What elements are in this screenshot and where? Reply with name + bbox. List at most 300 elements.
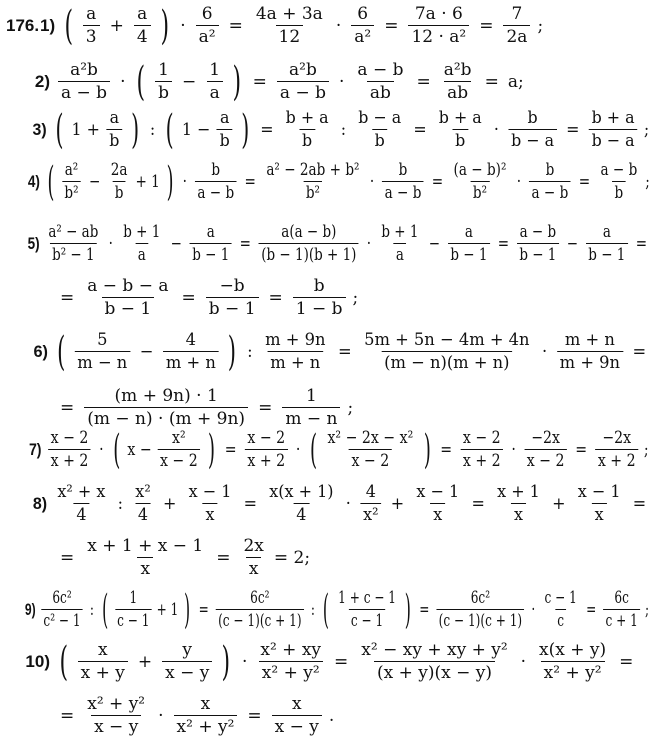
numerator: (m + 9n) · 1 (114, 386, 218, 406)
numerator: 4 (185, 330, 197, 350)
operator: + (137, 651, 153, 672)
fraction (575, 482, 623, 525)
operator: = (619, 651, 634, 672)
fraction (508, 108, 557, 151)
denominator: x + 2 (460, 449, 503, 471)
denominator: x (137, 557, 153, 579)
fraction (78, 640, 128, 683)
part-label: 10) (25, 651, 50, 671)
denominator: 1 − b (293, 297, 346, 319)
expression (56, 694, 335, 737)
denominator: c − 1 (115, 609, 152, 631)
operator: · (241, 651, 248, 672)
operator: : (89, 599, 94, 620)
denominator: c (555, 609, 566, 631)
operator: = (216, 547, 231, 568)
fraction (266, 482, 336, 525)
fraction (503, 4, 530, 47)
denominator: b² − 1 (50, 243, 97, 265)
parenthesis: ) (221, 638, 231, 685)
fraction (155, 60, 172, 103)
continuation-line (0, 694, 335, 737)
operator: = (60, 547, 75, 568)
fraction (196, 4, 219, 47)
numerator: x² − xy + xy + y² (361, 640, 508, 660)
numerator: x − 1 (416, 482, 460, 502)
parenthesis: ( (64, 2, 74, 49)
operator: = (258, 397, 273, 418)
denominator: ab (444, 81, 471, 103)
operator: = (440, 439, 453, 460)
numerator: x (97, 640, 108, 660)
fraction (259, 222, 359, 265)
operator: · (339, 71, 345, 92)
denominator: x − y (272, 715, 322, 737)
numerator: a − b (357, 60, 404, 80)
fraction (494, 482, 542, 525)
denominator: a − b (58, 81, 110, 103)
operator: = (471, 493, 485, 514)
fraction (217, 108, 233, 151)
numerator: 4a + 3a (255, 4, 323, 24)
numerator: 7 (511, 4, 523, 24)
expression (46, 428, 649, 471)
operator: : (340, 119, 347, 140)
fraction (121, 222, 163, 265)
numerator: 6c² (250, 588, 270, 608)
numerator: b (313, 276, 325, 296)
denominator: m + n (267, 351, 323, 373)
part-label: 5) (27, 233, 40, 253)
fraction (283, 108, 332, 151)
solution-line (0, 60, 525, 103)
operator: = (334, 651, 349, 672)
denominator: a² (196, 25, 219, 47)
denominator: b (299, 129, 315, 151)
fraction (264, 160, 362, 203)
numerator: a (206, 222, 215, 242)
fraction (55, 482, 109, 525)
term: . (328, 705, 335, 726)
denominator: (m − n)(m + n) (381, 351, 512, 373)
operator: − (139, 341, 154, 362)
parenthesis: ( (309, 426, 318, 473)
denominator: x + 2 (595, 449, 638, 471)
numerator: 1 (129, 588, 138, 608)
fraction (58, 60, 110, 103)
fraction (603, 588, 640, 631)
denominator: x² + y² (259, 661, 323, 683)
numerator: b + 1 (123, 222, 161, 242)
fraction (361, 330, 532, 373)
numerator: x² (172, 428, 186, 448)
operator: = (244, 171, 256, 192)
numerator: a − b (519, 222, 557, 242)
numerator: −2x (602, 428, 632, 448)
denominator: x − 2 (157, 449, 200, 471)
fraction (157, 428, 200, 471)
numerator: y (182, 640, 193, 660)
numerator: x + 1 + x − 1 (87, 536, 204, 556)
parenthesis: ) (166, 158, 174, 205)
term: ; (347, 397, 354, 418)
fraction (84, 386, 248, 429)
operator: · (531, 599, 536, 620)
numerator: 2a (110, 160, 128, 180)
fraction (206, 276, 259, 319)
numerator: 6 (201, 4, 213, 24)
numerator: a(a − b) (281, 222, 337, 242)
fraction (206, 60, 223, 103)
denominator: b² (471, 181, 490, 203)
numerator: 4 (365, 482, 376, 502)
fraction (336, 588, 398, 631)
numerator: a²b (70, 60, 98, 80)
term: ; (537, 15, 544, 36)
operator: · (369, 171, 375, 192)
fraction (74, 330, 130, 373)
operator: = (419, 599, 430, 620)
numerator: 7a · 6 (414, 4, 463, 24)
solution-line (0, 4, 544, 47)
part-label: 1) (40, 15, 56, 35)
expression (44, 222, 650, 265)
fraction (134, 4, 151, 47)
denominator: a − b (529, 181, 571, 203)
denominator: b (106, 129, 122, 151)
numerator: x(x + 1) (269, 482, 334, 502)
part-label: 2) (34, 71, 50, 91)
operator: = (224, 439, 237, 460)
operator: − (170, 233, 182, 254)
operator: = (243, 493, 258, 514)
expression (56, 276, 359, 319)
parenthesis: ( (57, 328, 66, 375)
parenthesis: ) (131, 106, 140, 153)
operator: = (181, 287, 196, 308)
denominator: a − b (382, 181, 424, 203)
denominator: x (430, 503, 445, 525)
denominator: x + y (78, 661, 128, 683)
fraction (436, 108, 485, 151)
denominator: b − 1 (102, 297, 155, 319)
fraction (48, 428, 91, 471)
operator: · (493, 119, 499, 140)
denominator: x² + y² (174, 715, 238, 737)
operator: = (247, 705, 262, 726)
parenthesis: ) (184, 586, 191, 633)
fraction (245, 428, 288, 471)
denominator: (c − 1)(c + 1) (216, 609, 304, 631)
operator: = (479, 15, 494, 36)
denominator: 3 (83, 25, 100, 47)
continuation-line (0, 276, 359, 319)
numerator: 5 (97, 330, 108, 350)
parenthesis: ( (59, 638, 69, 685)
numerator: b + a (285, 108, 329, 128)
operator: · (158, 705, 164, 726)
fraction (108, 160, 130, 203)
fraction (84, 694, 148, 737)
denominator: m − n (282, 407, 340, 429)
numerator: x − 1 (188, 482, 232, 502)
operator: = (337, 341, 352, 362)
operator: = (413, 119, 427, 140)
operator: = (384, 15, 399, 36)
numerator: c − 1 (544, 588, 577, 608)
part-label: 4) (27, 171, 40, 191)
denominator: m − n (74, 351, 130, 373)
operator: · (335, 15, 342, 36)
denominator: a (135, 243, 148, 265)
denominator: (b − 1)(b + 1) (259, 243, 359, 265)
denominator: (x + y)(x − y) (374, 661, 495, 683)
fraction (557, 330, 623, 373)
operator: · (180, 15, 186, 36)
numerator: a² − 2ab + b² (266, 160, 360, 180)
operator: = (566, 119, 580, 140)
denominator: b − 1 (206, 297, 259, 319)
operator: = (60, 287, 75, 308)
numerator: m + n (564, 330, 615, 350)
fraction (354, 60, 406, 103)
denominator: a (207, 81, 223, 103)
numerator: 1 (209, 60, 221, 80)
denominator: x − 2 (524, 449, 567, 471)
fraction (162, 640, 212, 683)
operator: = (416, 71, 431, 92)
fraction (115, 588, 152, 631)
denominator: x − y (162, 661, 212, 683)
parenthesis: ) (208, 426, 216, 473)
fraction (174, 694, 238, 737)
fraction (106, 108, 122, 151)
operator: = (484, 71, 499, 92)
fraction (253, 4, 326, 47)
term: ; (352, 287, 359, 308)
numerator: 6 (357, 4, 369, 24)
fraction (84, 536, 206, 579)
denominator: c − 1 (349, 609, 386, 631)
denominator: ab (367, 81, 394, 103)
operator: − (88, 171, 101, 192)
fraction (355, 108, 404, 151)
fraction (379, 222, 421, 265)
fraction (195, 160, 237, 203)
operator: + (552, 493, 566, 514)
numerator: b + a (438, 108, 482, 128)
numerator: b + 1 (381, 222, 419, 242)
expression (56, 640, 637, 683)
numerator: b (211, 160, 221, 180)
denominator: b (217, 129, 233, 151)
term: ; (643, 439, 649, 460)
operator: : (149, 119, 156, 140)
expression (40, 588, 650, 631)
fraction (277, 60, 329, 103)
numerator: x − 2 (50, 428, 89, 448)
operator: = (575, 439, 588, 460)
fraction (598, 160, 640, 203)
operator: − (181, 71, 197, 92)
fraction (262, 330, 328, 373)
expression (45, 160, 651, 203)
fraction (451, 160, 509, 203)
operator: = (586, 599, 597, 620)
parenthesis: ( (113, 426, 121, 473)
denominator: x + 2 (48, 449, 91, 471)
expression (56, 536, 311, 579)
numerator: x² + y² (87, 694, 146, 714)
fraction (542, 588, 579, 631)
parenthesis: ( (102, 586, 109, 633)
problem-number: 176. (6, 15, 40, 35)
operator: = (635, 233, 647, 254)
part-label: 9) (24, 599, 36, 619)
denominator: x² (360, 503, 381, 525)
part-label: 6) (33, 341, 48, 361)
fraction (84, 276, 171, 319)
numerator: b + a (591, 108, 635, 128)
parenthesis: ) (241, 106, 250, 153)
numerator: b (527, 108, 538, 128)
operator: · (366, 233, 372, 254)
numerator: a² (64, 160, 79, 180)
denominator: b − a (508, 129, 557, 151)
numerator: x − 2 (462, 428, 501, 448)
numerator: x² − 2x − x² (327, 428, 414, 448)
operator: = (268, 287, 283, 308)
solution-line (0, 428, 649, 471)
denominator: x² + y² (541, 661, 605, 683)
parenthesis: ) (232, 58, 242, 105)
operator: · (511, 439, 516, 460)
fraction (62, 160, 81, 203)
parenthesis: ( (47, 158, 55, 205)
expression (56, 60, 525, 103)
fraction (240, 536, 266, 579)
fraction (216, 588, 304, 631)
fraction (586, 222, 628, 265)
operator: = (497, 233, 510, 254)
expression (54, 330, 650, 373)
parenthesis: ) (423, 426, 431, 473)
denominator: b − 1 (517, 243, 559, 265)
denominator: b (112, 181, 125, 203)
parenthesis: ) (160, 2, 169, 49)
denominator: a − b (277, 81, 329, 103)
denominator: b² (62, 181, 81, 203)
operator: = (228, 15, 243, 36)
numerator: x² + x (57, 482, 106, 502)
operator: · (120, 71, 126, 92)
term: ; (644, 599, 650, 620)
denominator: a² (351, 25, 374, 47)
numerator: 1 + c − 1 (338, 588, 397, 608)
denominator: 12 (276, 25, 304, 47)
operator: : (247, 341, 253, 362)
numerator: x² + xy (260, 640, 322, 660)
fraction (132, 482, 153, 525)
operator: = (578, 171, 591, 192)
denominator: c + 1 (603, 609, 640, 631)
denominator: m + n (163, 351, 219, 373)
denominator: 12 · a² (408, 25, 469, 47)
denominator: b − 1 (448, 243, 490, 265)
fraction (589, 108, 638, 151)
denominator: 4 (134, 25, 151, 47)
operator: : (117, 493, 124, 514)
parenthesis: ) (227, 328, 237, 375)
fraction (190, 222, 232, 265)
numerator: x − 1 (577, 482, 621, 502)
continuation-line (0, 386, 354, 429)
operator: = (632, 341, 647, 362)
operator: = (632, 493, 647, 514)
numerator: b − a (358, 108, 402, 128)
numerator: b (545, 160, 555, 180)
operator: = (260, 119, 274, 140)
denominator: b (155, 81, 172, 103)
parenthesis: ) (404, 586, 412, 633)
operator: = (198, 599, 209, 620)
denominator: b − 1 (586, 243, 628, 265)
denominator: b − a (589, 129, 638, 151)
solution-line (0, 588, 650, 631)
fraction (408, 4, 469, 47)
operator: · (345, 493, 351, 514)
numerator: a (602, 222, 611, 242)
denominator: b² (303, 181, 322, 203)
term: ; (643, 119, 650, 140)
denominator: 2a (503, 25, 530, 47)
fraction (529, 160, 571, 203)
numerator: a (219, 108, 230, 128)
term: = 2; (273, 547, 311, 568)
denominator: a (393, 243, 406, 265)
fraction (282, 386, 340, 429)
fraction (293, 276, 346, 319)
numerator: a (86, 4, 97, 24)
operator: − (566, 233, 578, 254)
operator: = (60, 705, 75, 726)
parenthesis: ( (323, 586, 330, 633)
fraction (83, 4, 100, 47)
fraction (358, 640, 510, 683)
fraction (441, 60, 475, 103)
denominator: x (203, 503, 218, 525)
denominator: x (592, 503, 607, 525)
fraction (414, 482, 462, 525)
solution-line (0, 108, 650, 151)
denominator: x − 2 (349, 449, 392, 471)
numerator: 1 (305, 386, 317, 406)
denominator: 4 (293, 503, 309, 525)
expression (53, 482, 650, 525)
denominator: b − 1 (190, 243, 232, 265)
denominator: x (511, 503, 526, 525)
operator: · (182, 171, 187, 192)
fraction (41, 588, 82, 631)
denominator: c² − 1 (41, 609, 82, 631)
operator: = (252, 71, 267, 92)
fraction (325, 428, 416, 471)
expression (52, 108, 650, 151)
numerator: a − b − a (87, 276, 169, 296)
operator: = (60, 397, 75, 418)
term: a; (507, 71, 524, 92)
term: 1 + (71, 119, 100, 140)
